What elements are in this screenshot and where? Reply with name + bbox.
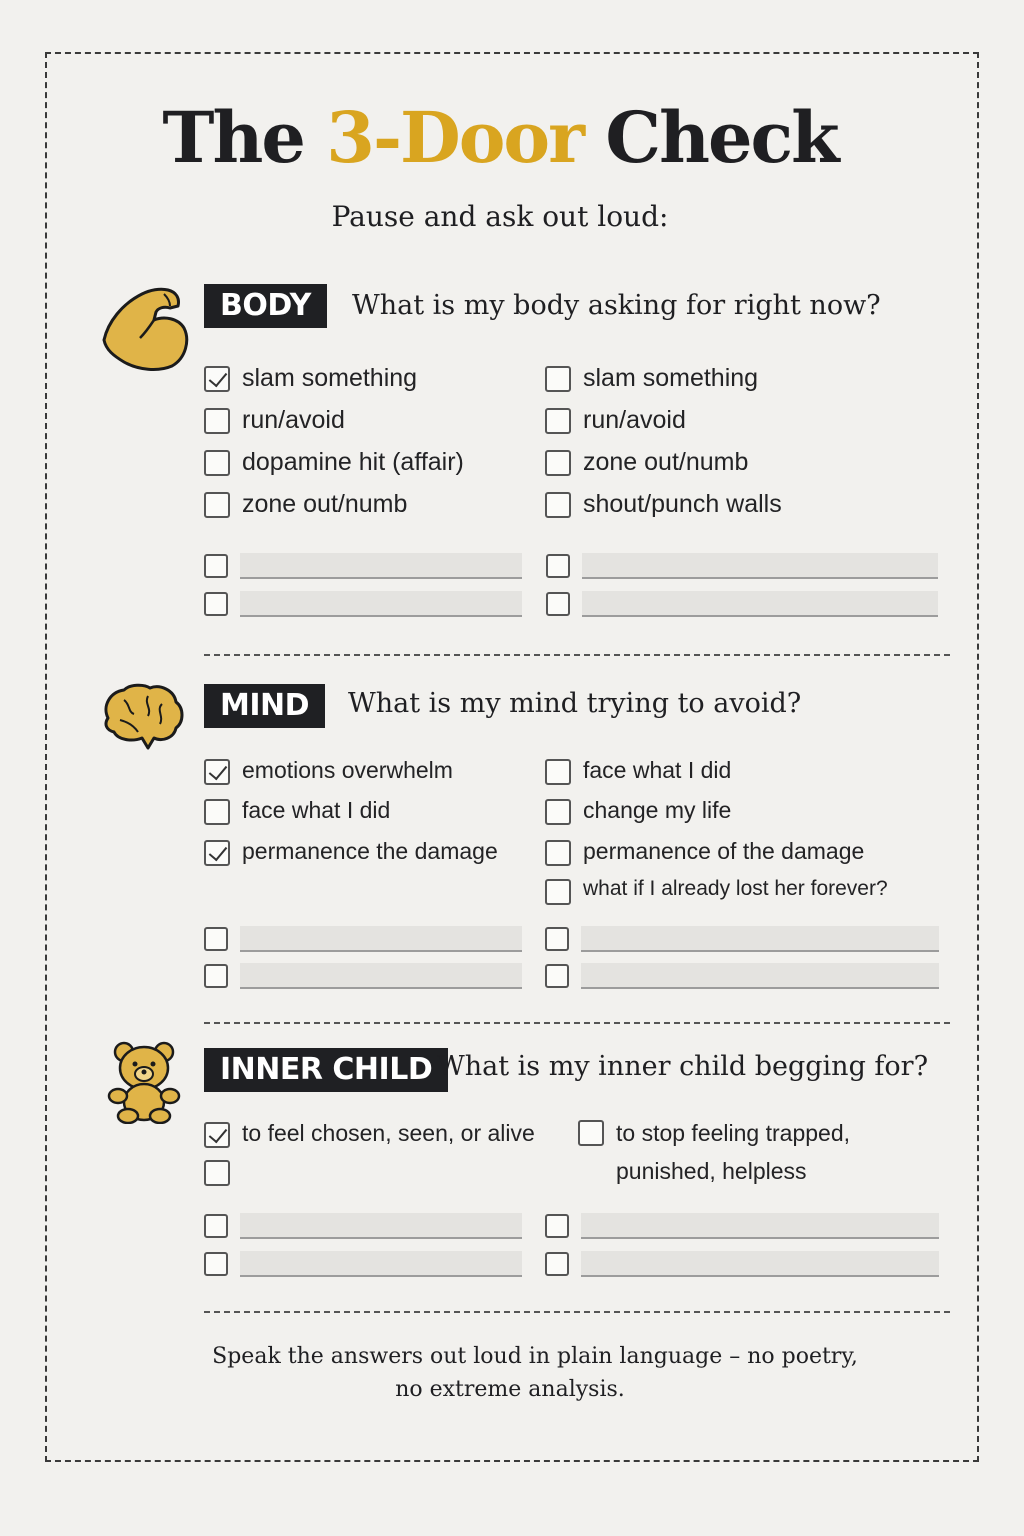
section-divider (204, 654, 950, 656)
checkbox-checked[interactable] (204, 840, 230, 866)
write-in-line[interactable] (581, 963, 939, 989)
mind-left-item-3[interactable]: permanence the damage (204, 838, 498, 866)
checkbox[interactable] (545, 492, 571, 518)
inner-child-blank-left-2[interactable] (204, 1251, 522, 1277)
body-blank-left-1[interactable] (204, 553, 522, 579)
write-in-line[interactable] (582, 553, 938, 579)
checkbox[interactable] (204, 964, 228, 988)
body-left-item-2[interactable]: run/avoid (204, 406, 345, 435)
checkbox[interactable] (545, 1252, 569, 1276)
mind-section-badge: MIND (204, 684, 325, 728)
checkbox-checked[interactable] (204, 759, 230, 785)
teddy-bear-icon (104, 1040, 184, 1124)
inner-child-section-badge: INNER CHILD (204, 1048, 448, 1092)
checkbox[interactable] (204, 1214, 228, 1238)
checkbox[interactable] (204, 592, 228, 616)
checkbox[interactable] (545, 927, 569, 951)
inner-child-blank-right-2[interactable] (545, 1251, 939, 1277)
body-blank-right-1[interactable] (546, 553, 938, 579)
mind-blank-left-2[interactable] (204, 963, 522, 989)
mind-right-item-4[interactable]: what if I already lost her forever? (545, 877, 888, 905)
inner-child-question: What is my inner child begging for? (437, 1051, 929, 1082)
inner-child-right-item-1[interactable]: to stop feeling trapped, punished, helpless (578, 1118, 908, 1190)
write-in-line[interactable] (240, 553, 522, 579)
write-in-line[interactable] (581, 1251, 939, 1277)
brain-icon (98, 682, 186, 754)
body-right-item-1[interactable]: slam something (545, 364, 758, 393)
page-title (0, 96, 1000, 179)
page-subtitle: Pause and ask out loud: (331, 200, 669, 233)
body-blank-left-2[interactable] (204, 591, 522, 617)
mind-right-item-3[interactable]: permanence of the damage (545, 838, 864, 866)
body-right-item-2[interactable]: run/avoid (545, 406, 686, 435)
body-section-badge: BODY (204, 284, 327, 328)
checkbox[interactable] (578, 1120, 604, 1146)
checkbox[interactable] (545, 450, 571, 476)
mind-right-item-1[interactable]: face what I did (545, 757, 731, 785)
checkbox[interactable] (204, 1252, 228, 1276)
body-right-item-4[interactable]: shout/punch walls (545, 490, 782, 519)
checkbox[interactable] (545, 799, 571, 825)
checkbox[interactable] (204, 927, 228, 951)
mind-blank-right-1[interactable] (545, 926, 939, 952)
checkbox[interactable] (204, 554, 228, 578)
checkbox[interactable] (204, 408, 230, 434)
write-in-line[interactable] (581, 1213, 939, 1239)
checkbox[interactable] (204, 450, 230, 476)
body-left-item-1[interactable]: slam something (204, 364, 417, 393)
mind-right-item-2[interactable]: change my life (545, 797, 731, 825)
inner-child-blank-right-1[interactable] (545, 1213, 939, 1239)
checkbox[interactable] (546, 554, 570, 578)
checkbox[interactable] (204, 799, 230, 825)
write-in-line[interactable] (240, 963, 522, 989)
checkbox[interactable] (545, 1214, 569, 1238)
checkbox[interactable] (545, 408, 571, 434)
write-in-line[interactable] (581, 926, 939, 952)
body-left-item-4[interactable]: zone out/numb (204, 490, 407, 519)
body-blank-right-2[interactable] (546, 591, 938, 617)
checkbox-checked[interactable] (204, 366, 230, 392)
section-divider (204, 1311, 950, 1313)
mind-left-item-1[interactable]: emotions overwhelm (204, 757, 453, 785)
checkbox[interactable] (204, 492, 230, 518)
checkbox-checked[interactable] (204, 1122, 230, 1148)
mind-left-item-2[interactable]: face what I did (204, 797, 390, 825)
title-accent: 3-Door (326, 96, 583, 179)
footer-note-line-2: no extreme analysis. (395, 1377, 625, 1402)
title-part-2: Check (582, 96, 838, 179)
mind-question: What is my mind trying to avoid? (348, 688, 802, 719)
write-in-line[interactable] (240, 1213, 522, 1239)
inner-child-blank-left-1[interactable] (204, 1213, 522, 1239)
write-in-line[interactable] (240, 591, 522, 617)
flexed-arm-icon (98, 282, 192, 374)
checkbox[interactable] (545, 840, 571, 866)
body-left-item-3[interactable]: dopamine hit (affair) (204, 448, 464, 477)
inner-child-left-item-2[interactable] (204, 1158, 242, 1186)
section-divider (204, 1022, 950, 1024)
body-question: What is my body asking for right now? (352, 290, 881, 321)
inner-child-left-item-1[interactable]: to feel chosen, seen, or alive (204, 1120, 535, 1148)
write-in-line[interactable] (240, 1251, 522, 1277)
write-in-line[interactable] (240, 926, 522, 952)
write-in-line[interactable] (582, 591, 938, 617)
checkbox[interactable] (204, 1160, 230, 1186)
checkbox[interactable] (545, 964, 569, 988)
checkbox[interactable] (545, 879, 571, 905)
title-part-1: The (162, 96, 327, 179)
mind-blank-left-1[interactable] (204, 926, 522, 952)
checkbox[interactable] (545, 759, 571, 785)
mind-blank-right-2[interactable] (545, 963, 939, 989)
footer-note-line-1: Speak the answers out loud in plain language – no poetry, (212, 1344, 858, 1369)
body-right-item-3[interactable]: zone out/numb (545, 448, 748, 477)
checkbox[interactable] (545, 366, 571, 392)
checkbox[interactable] (546, 592, 570, 616)
